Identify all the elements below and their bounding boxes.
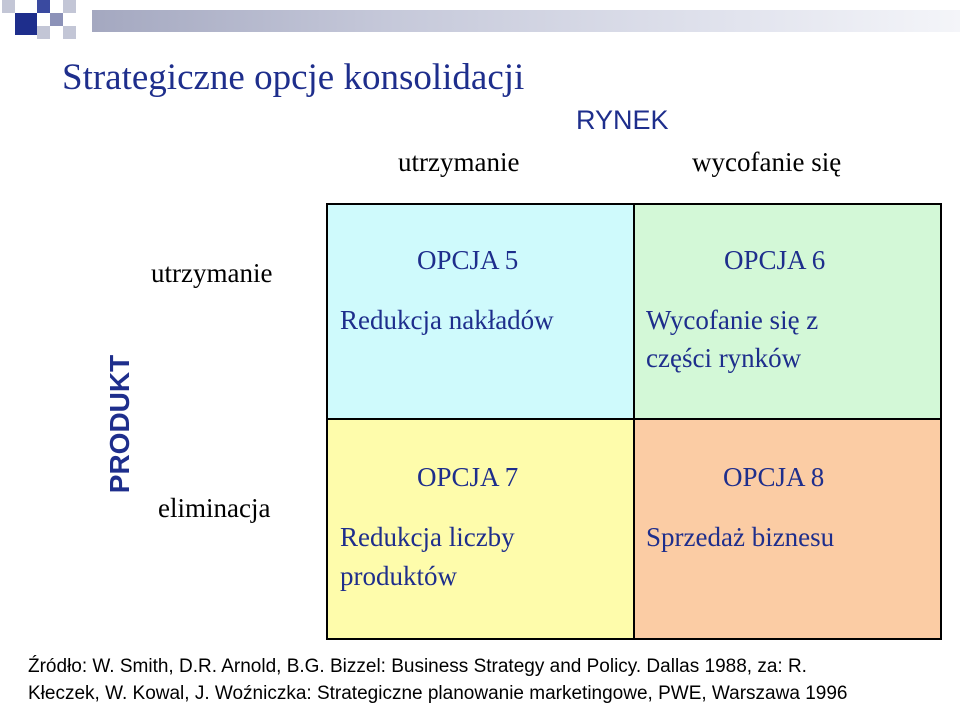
cell-description-line-2: części rynków: [646, 343, 802, 373]
cell-heading: OPCJA 8: [723, 462, 825, 492]
slide-decoration: [0, 0, 960, 40]
column-header-retain: utrzymanie: [398, 147, 520, 177]
deco-gradient-bar: [92, 10, 960, 32]
cell-description: Sprzedaż biznesu: [646, 522, 835, 552]
source-citation: [28, 653, 960, 707]
deco-square: [37, 26, 50, 39]
deco-square: [2, 0, 15, 13]
matrix-cell-opcja-5: [326, 203, 635, 420]
cell-heading: OPCJA 6: [724, 245, 826, 275]
cell-description-line-1: Redukcja liczby: [340, 522, 515, 552]
cell-heading: OPCJA 7: [417, 462, 519, 492]
cell-description: Redukcja nakładów: [340, 305, 554, 335]
column-header-withdraw: wycofanie się: [692, 147, 842, 177]
deco-square: [50, 13, 63, 26]
cell-description-line-1: Wycofanie się z: [646, 305, 819, 335]
slide-title: Strategiczne opcje konsolidacji: [62, 57, 525, 98]
cell-description-line-2: produktów: [340, 561, 457, 591]
market-axis-label: RYNEK: [576, 105, 669, 135]
deco-square: [15, 13, 37, 35]
matrix-cell-opcja-6: [633, 203, 942, 420]
product-axis-label: PRODUKT: [104, 354, 135, 494]
deco-square: [37, 0, 50, 13]
cell-heading: OPCJA 5: [417, 245, 519, 275]
matrix-cell-opcja-8: [633, 418, 942, 640]
matrix-cell-opcja-7: [326, 418, 635, 640]
source-line-2: Kłeczek, W. Kowal, J. Woźniczka: Strategiczne planowanie marketingowe, PWE, Warszawa 1996: [28, 683, 848, 704]
deco-square: [63, 26, 76, 39]
source-line-1: Źródło: W. Smith, D.R. Arnold, B.G. Bizzel: Business Strategy and Policy. Dallas 1988, za: R.: [28, 656, 807, 677]
deco-square: [63, 0, 76, 13]
row-header-eliminate: eliminacja: [158, 493, 271, 523]
row-header-retain: utrzymanie: [151, 258, 273, 288]
